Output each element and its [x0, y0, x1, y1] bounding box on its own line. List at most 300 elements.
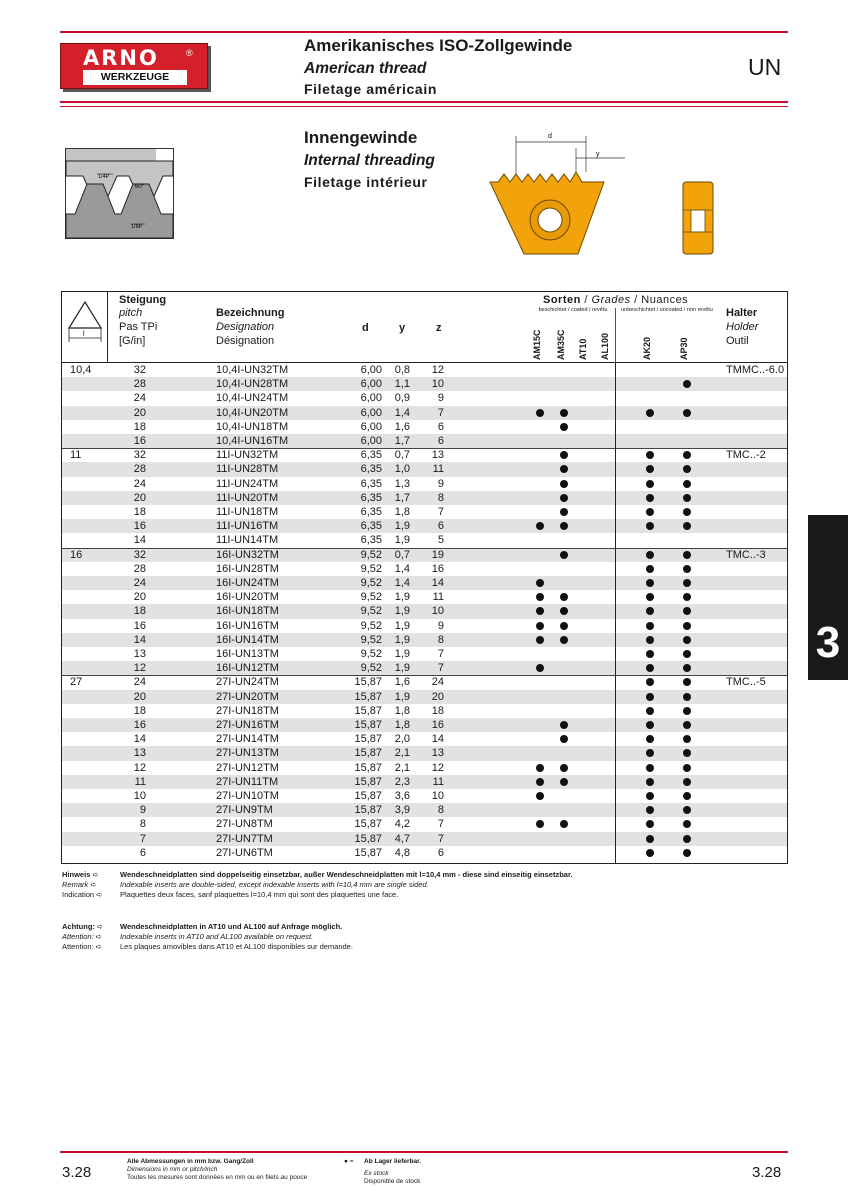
table-row: [62, 519, 787, 533]
cell-y: 1,9: [394, 520, 410, 533]
cell-pitch: 16: [133, 619, 146, 632]
att-key-fr: Attention:: [62, 942, 94, 951]
cell-holder: TMMC..-6.0: [726, 364, 785, 376]
footer-dims-fr: Toutes les mesures sont données en mm ou en filets au pouce: [127, 1174, 308, 1181]
cell-designation: 27I-UN14TM: [216, 733, 279, 746]
cell-d: 6,00: [360, 392, 382, 405]
stock-dot-icon: [560, 622, 568, 630]
cell-d: 6,00: [360, 435, 382, 447]
stock-dot-icon: [536, 607, 544, 615]
att-text-fr: Les plaques amovibles dans AT10 et AL100 disponibles sur demande.: [120, 942, 353, 951]
cell-z: 7: [437, 818, 444, 831]
cell-pitch: 24: [133, 676, 146, 689]
cell-d: 6,00: [360, 420, 382, 433]
cell-d: 6,35: [360, 463, 382, 476]
table-row: [62, 846, 787, 860]
stock-dot-icon: [683, 835, 691, 843]
pitch-en: pitch: [119, 307, 143, 319]
table-row: [62, 746, 787, 760]
cell-pitch: 7: [139, 832, 146, 845]
cell-pitch: 13: [133, 648, 146, 660]
cell-designation: 10,4I-UN18TM: [216, 420, 289, 433]
header-sep-1: [107, 292, 108, 362]
cell-y: 1,3: [394, 477, 410, 490]
stock-dot-icon: [646, 508, 654, 516]
stock-dot-icon: [560, 508, 568, 516]
cell-holder: TMC..-2: [726, 449, 766, 462]
cell-z: 8: [437, 633, 444, 646]
cell-y: 1,9: [394, 633, 410, 646]
table-row: [62, 562, 787, 576]
stock-dot-icon: [536, 579, 544, 587]
hint-key-de: Hinweis: [62, 870, 91, 879]
cell-z: 7: [437, 648, 444, 660]
holder-en: Holder: [726, 321, 759, 333]
cell-pitch: 16: [133, 719, 146, 731]
table-row: [62, 619, 787, 633]
stock-dot-icon: [536, 778, 544, 786]
cell-pitch: 28: [133, 562, 146, 575]
arrow-icon: ➪: [96, 890, 103, 899]
cell-pitch: 11: [134, 775, 146, 788]
table-row: [62, 406, 787, 420]
cell-d: 6,00: [360, 364, 382, 376]
cell-z: 11: [432, 591, 444, 604]
att-text-en: Indexable inserts in AT10 and AL100 available on request.: [120, 932, 314, 941]
cell-y: 1,9: [394, 605, 410, 618]
cell-y: 4,2: [394, 818, 410, 831]
cell-y: 2,0: [394, 733, 410, 746]
header-rule-1: [60, 101, 788, 103]
stock-dot-icon: [646, 849, 654, 857]
cell-z: 19: [431, 548, 444, 561]
stock-dot-icon: [560, 465, 568, 473]
desig-en: Designation: [216, 321, 275, 333]
cell-z: 9: [437, 619, 444, 632]
cell-y: 1,6: [394, 420, 410, 433]
stock-dot-icon: [683, 778, 691, 786]
stock-dot-icon: [536, 792, 544, 800]
profile-label-top: 1/4P: [98, 174, 110, 180]
cell-pitch: 6: [139, 846, 146, 859]
stock-dot-icon: [646, 636, 654, 644]
cell-z: 9: [437, 477, 444, 490]
table-row: [62, 420, 787, 434]
uncoated-label: unbeschichtet / uncoated / non revêtu: [621, 307, 713, 313]
cell-designation: 11I-UN14TM: [216, 534, 279, 547]
group-separator: [62, 675, 787, 676]
cell-d: 9,52: [360, 548, 382, 561]
cell-designation: 27I-UN24TM: [216, 676, 279, 689]
stock-dot-icon: [536, 593, 544, 601]
cell-y: 1,9: [394, 690, 410, 703]
hint-text-en: Indexable inserts are double-sided, except indexable inserts with l=10,4 mm are single sided.: [120, 880, 429, 889]
cell-designation: 27I-UN12TM: [216, 761, 279, 774]
stock-dot-icon: [683, 721, 691, 729]
cell-pitch: 32: [133, 548, 146, 561]
attention-en-line: [62, 932, 313, 942]
cell-d: 15,87: [354, 818, 382, 831]
cell-y: 1,9: [394, 662, 410, 675]
pitch-unit: [G/in]: [119, 335, 146, 347]
stock-dot-icon: [683, 494, 691, 502]
cell-y: 1,1: [394, 378, 410, 391]
cell-z: 11: [432, 463, 444, 476]
cell-pitch: 20: [133, 591, 146, 604]
cell-y: 1,7: [394, 435, 410, 447]
attention-de-line: [62, 922, 342, 932]
cell-z: 9: [437, 392, 444, 405]
stock-dot-icon: [683, 678, 691, 686]
grade-ak20: AK20: [642, 336, 652, 360]
att-key-en: Attention:: [62, 932, 94, 941]
cell-y: 1,6: [394, 676, 410, 689]
stock-dot-icon: [646, 678, 654, 686]
cell-y: 2,3: [394, 775, 410, 788]
cell-designation: 10,4I-UN16TM: [216, 435, 289, 447]
table-row: [62, 647, 787, 661]
cell-pitch: 9: [139, 804, 146, 817]
cell-z: 7: [437, 406, 444, 419]
table-row: [62, 732, 787, 746]
arno-logo: [60, 43, 208, 89]
footer-stock-symbol: ● =: [344, 1158, 354, 1165]
cell-pitch: 18: [133, 420, 146, 433]
stock-dot-icon: [536, 636, 544, 644]
cell-y: 1,8: [394, 506, 410, 518]
cell-z: 10: [431, 790, 444, 802]
table-row: [62, 434, 787, 448]
cell-d: 6,00: [360, 406, 382, 419]
stock-dot-icon: [560, 451, 568, 459]
cell-y: 1,8: [394, 719, 410, 731]
cell-y: 1,9: [394, 648, 410, 660]
table-row: [62, 675, 787, 689]
hint-de-line: [62, 870, 573, 880]
thread-profile-diagram: [65, 148, 175, 240]
cell-y: 3,6: [394, 790, 410, 802]
stock-dot-icon: [536, 409, 544, 417]
cell-z: 18: [431, 704, 444, 717]
insert-drawing: [480, 126, 630, 262]
footer-dims-de: Alle Abmessungen in mm bzw. Gang/Zoll: [127, 1158, 254, 1165]
cell-y: 1,4: [394, 577, 410, 589]
cell-designation: 16I-UN20TM: [216, 591, 279, 604]
col-y: y: [399, 322, 406, 334]
stock-dot-icon: [683, 650, 691, 658]
cell-designation: 27I-UN10TM: [216, 790, 279, 802]
cell-designation: 27I-UN6TM: [216, 846, 273, 859]
cell-z: 7: [437, 832, 444, 845]
stock-dot-icon: [683, 565, 691, 573]
stock-dot-icon: [646, 579, 654, 587]
cell-y: 2,1: [394, 761, 410, 774]
cell-pitch: 18: [133, 605, 146, 618]
stock-dot-icon: [683, 579, 691, 587]
coated-label: beschichtet / coated / revêtu: [538, 307, 608, 313]
cell-z: 6: [437, 420, 444, 433]
cell-pitch: 20: [133, 690, 146, 703]
stock-dot-icon: [560, 778, 568, 786]
stock-dot-icon: [683, 693, 691, 701]
cell-designation: 27I-UN11TM: [216, 775, 279, 788]
cell-designation: 16I-UN14TM: [216, 633, 279, 646]
grades-en: Grades: [591, 294, 631, 306]
cell-d: 6,35: [360, 506, 382, 518]
cell-z: 12: [431, 364, 444, 376]
cell-z: 13: [431, 449, 444, 462]
cell-designation: 27I-UN18TM: [216, 704, 279, 717]
cell-d: 9,52: [360, 591, 382, 604]
table-row: [62, 704, 787, 718]
attention-fr-line: [62, 942, 353, 952]
cell-pitch: 20: [133, 491, 146, 504]
att-text-de: Wendeschneidplatten in AT10 und AL100 auf Anfrage möglich.: [120, 922, 343, 931]
stock-dot-icon: [683, 636, 691, 644]
stock-dot-icon: [560, 551, 568, 559]
cell-y: 3,9: [394, 804, 410, 817]
cell-designation: 16I-UN32TM: [216, 548, 279, 561]
cell-designation: 10,4I-UN20TM: [216, 406, 289, 419]
hint-key-en: Remark: [62, 880, 89, 889]
stock-dot-icon: [683, 764, 691, 772]
cell-designation: 27I-UN20TM: [216, 690, 279, 703]
stock-dot-icon: [683, 735, 691, 743]
cell-z: 7: [437, 662, 444, 675]
cell-d: 15,87: [354, 747, 382, 760]
table-row: [62, 661, 787, 675]
stock-dot-icon: [646, 494, 654, 502]
stock-dot-icon: [646, 409, 654, 417]
cell-designation: 11I-UN28TM: [216, 463, 279, 476]
table-row: [62, 548, 787, 562]
cell-z: 6: [437, 846, 444, 859]
group-separator: [62, 548, 787, 549]
stock-dot-icon: [646, 622, 654, 630]
stock-dot-icon: [683, 409, 691, 417]
cell-z: 14: [431, 577, 444, 589]
hint-key-fr: Indication: [62, 890, 95, 899]
stock-dot-icon: [536, 522, 544, 530]
stock-dot-icon: [560, 409, 568, 417]
logo-subtitle: WERKZEUGE: [83, 70, 187, 85]
cell-d: 15,87: [354, 733, 382, 746]
footer-stock-en: Ex stock: [364, 1170, 389, 1177]
cell-d: 15,87: [354, 790, 382, 802]
insert-table: [61, 291, 788, 864]
cell-length: 27: [70, 676, 83, 689]
cell-d: 9,52: [360, 662, 382, 675]
stock-dot-icon: [646, 735, 654, 743]
cell-y: 2,1: [394, 747, 410, 760]
grades-heading: Sorten / Grades / Nuances: [543, 294, 689, 306]
cell-pitch: 18: [133, 704, 146, 717]
stock-dot-icon: [646, 593, 654, 601]
stock-dot-icon: [646, 835, 654, 843]
cell-pitch: 12: [133, 761, 146, 774]
cell-designation: 11I-UN32TM: [216, 449, 279, 462]
coated-uncoated-sep-head: [615, 308, 616, 363]
table-row: [62, 789, 787, 803]
cell-z: 16: [431, 719, 444, 731]
table-row: [62, 832, 787, 846]
stock-dot-icon: [646, 806, 654, 814]
coated-uncoated-sep: [615, 363, 616, 863]
table-row: [62, 718, 787, 732]
stock-dot-icon: [646, 778, 654, 786]
cell-designation: 11I-UN24TM: [216, 477, 279, 490]
logo-registered: ®: [186, 48, 193, 58]
stock-dot-icon: [683, 593, 691, 601]
stock-dot-icon: [646, 764, 654, 772]
grade-ap30: AP30: [679, 337, 689, 360]
cell-pitch: 14: [133, 733, 146, 746]
cell-d: 6,35: [360, 449, 382, 462]
table-row: [62, 505, 787, 519]
section-title-en: Internal threading: [304, 152, 435, 169]
table-header: [62, 292, 787, 363]
grades-de: Sorten: [543, 294, 581, 306]
pitch-de: Steigung: [119, 294, 167, 306]
cell-y: 0,9: [394, 392, 410, 405]
stock-dot-icon: [646, 693, 654, 701]
cell-pitch: 32: [133, 449, 146, 462]
col-d: d: [362, 322, 369, 334]
cell-length: 16: [70, 548, 83, 561]
stock-dot-icon: [683, 749, 691, 757]
table-row: [62, 775, 787, 789]
insert-label-d: d: [548, 133, 552, 140]
stock-dot-icon: [536, 764, 544, 772]
stock-dot-icon: [683, 380, 691, 388]
header-rule-2: [60, 106, 788, 107]
stock-dot-icon: [646, 707, 654, 715]
col-z: z: [436, 322, 442, 334]
cell-pitch: 24: [133, 477, 146, 490]
stock-dot-icon: [646, 565, 654, 573]
title-de: Amerikanisches ISO-Zollgewinde: [304, 36, 573, 55]
stock-dot-icon: [646, 721, 654, 729]
stock-dot-icon: [560, 764, 568, 772]
cell-pitch: 18: [133, 506, 146, 518]
cell-d: 6,35: [360, 534, 382, 547]
cell-designation: 27I-UN7TM: [216, 832, 273, 845]
cell-designation: 27I-UN16TM: [216, 719, 279, 731]
table-row: [62, 448, 787, 462]
cell-designation: 16I-UN13TM: [216, 648, 279, 660]
cell-pitch: 20: [133, 406, 146, 419]
cell-z: 11: [432, 775, 444, 788]
cell-length: 11: [70, 449, 82, 462]
stock-dot-icon: [560, 522, 568, 530]
cell-designation: 16I-UN12TM: [216, 662, 279, 675]
cell-length: 10,4: [70, 364, 92, 376]
table-row: [62, 803, 787, 817]
cell-z: 10: [431, 378, 444, 391]
stock-dot-icon: [683, 707, 691, 715]
cell-y: 0,8: [394, 364, 410, 376]
stock-dot-icon: [646, 465, 654, 473]
cell-z: 16: [431, 562, 444, 575]
stock-dot-icon: [536, 622, 544, 630]
profile-angle: 60°: [135, 184, 145, 190]
table-row: [62, 633, 787, 647]
stock-dot-icon: [560, 480, 568, 488]
cell-designation: 11I-UN18TM: [216, 506, 279, 518]
cell-pitch: 16: [133, 435, 146, 447]
cell-z: 5: [437, 534, 444, 547]
hint-en-line: [62, 880, 429, 890]
cell-d: 9,52: [360, 577, 382, 589]
stock-dot-icon: [683, 522, 691, 530]
cell-y: 1,4: [394, 562, 410, 575]
holder-de: Halter: [726, 307, 758, 319]
stock-dot-icon: [683, 508, 691, 516]
cell-d: 6,00: [360, 378, 382, 391]
cell-designation: 16I-UN18TM: [216, 605, 279, 618]
cell-holder: TMC..-5: [726, 676, 766, 689]
cell-z: 12: [431, 761, 444, 774]
insert-side-view: [680, 180, 716, 256]
arrow-icon: ➪: [95, 932, 103, 941]
stock-dot-icon: [683, 792, 691, 800]
group-separator: [62, 448, 787, 449]
cell-d: 15,87: [354, 846, 382, 859]
chapter-number: 3: [815, 618, 841, 667]
att-key-de: Achtung:: [62, 922, 95, 931]
cell-z: 20: [431, 690, 444, 703]
stock-dot-icon: [646, 664, 654, 672]
cell-d: 15,87: [354, 676, 382, 689]
arrow-icon: ➪: [92, 870, 99, 879]
desig-de: Bezeichnung: [216, 307, 285, 319]
thread-code: UN: [748, 54, 782, 80]
stock-dot-icon: [683, 465, 691, 473]
stock-dot-icon: [646, 820, 654, 828]
cell-pitch: 24: [133, 392, 146, 405]
cell-designation: 10,4I-UN32TM: [216, 364, 289, 376]
cell-pitch: 28: [133, 378, 146, 391]
cell-d: 6,35: [360, 491, 382, 504]
cell-z: 14: [431, 733, 444, 746]
cell-z: 24: [431, 676, 444, 689]
cell-y: 4,8: [394, 846, 410, 859]
cell-designation: 27I-UN13TM: [216, 747, 279, 760]
cell-d: 15,87: [354, 832, 382, 845]
cell-pitch: 24: [133, 577, 146, 589]
table-row: [62, 491, 787, 505]
stock-dot-icon: [683, 451, 691, 459]
stock-dot-icon: [646, 480, 654, 488]
cell-pitch: 14: [133, 633, 146, 646]
stock-dot-icon: [560, 494, 568, 502]
stock-dot-icon: [646, 650, 654, 658]
grade-am35c: AM35C: [556, 329, 566, 360]
stock-dot-icon: [646, 522, 654, 530]
cell-pitch: 10: [133, 790, 146, 802]
cell-designation: 16I-UN16TM: [216, 619, 279, 632]
cell-pitch: 8: [139, 818, 146, 831]
table-row: [62, 462, 787, 476]
cell-d: 15,87: [354, 804, 382, 817]
cell-designation: 27I-UN9TM: [216, 804, 273, 817]
cell-y: 1,9: [394, 619, 410, 632]
stock-dot-icon: [560, 423, 568, 431]
table-row: [62, 391, 787, 405]
cell-pitch: 28: [133, 463, 146, 476]
stock-dot-icon: [683, 806, 691, 814]
l-label: l: [83, 331, 85, 338]
